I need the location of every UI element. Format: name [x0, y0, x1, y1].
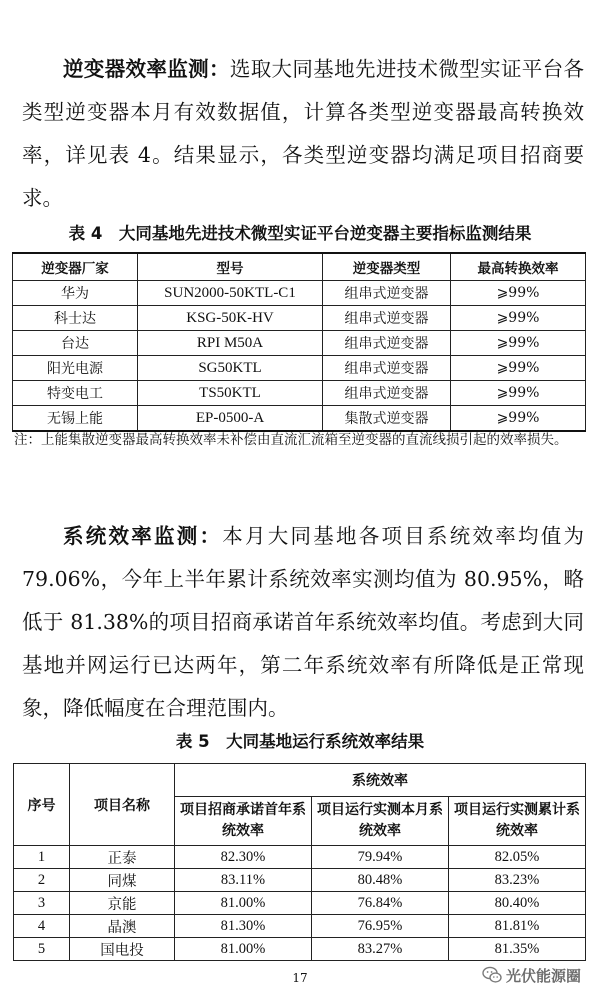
type-cell: 组串式逆变器 [323, 356, 451, 381]
system-efficiency-paragraph [22, 515, 584, 730]
table-row [13, 381, 586, 406]
model-cell: SG50KTL [138, 356, 323, 381]
table-row [13, 356, 586, 381]
table-row [14, 938, 586, 961]
serial-cell: 3 [14, 892, 70, 915]
cumulative-efficiency-cell: 81.81% [449, 915, 586, 938]
manufacturer-cell: 无锡上能 [13, 406, 138, 432]
efficiency-cell: ⩾99% [451, 381, 586, 406]
project-name-cell: 京能 [70, 892, 175, 915]
table-header-row [13, 253, 586, 281]
cumulative-efficiency-cell: 80.40% [449, 892, 586, 915]
page-number: 17 [292, 971, 308, 985]
table4-caption: 表 4 大同基地先进技术微型实证平台逆变器主要指标监测结果 [68, 224, 532, 243]
system-efficiency-lead: 系统效率监测： [63, 524, 223, 548]
table5-caption: 表 5 大同基地运行系统效率结果 [175, 732, 425, 751]
monthly-efficiency-cell: 83.27% [312, 938, 449, 961]
project-name-cell: 国电投 [70, 938, 175, 961]
table4-note: 注：上能集散逆变器最高转换效率未补偿由直流汇流箱至逆变器的直流线损引起的效率损失。 [14, 432, 568, 448]
table-row [14, 915, 586, 938]
monthly-efficiency-cell: 76.84% [312, 892, 449, 915]
serial-cell: 5 [14, 938, 70, 961]
monthly-efficiency-cell: 79.94% [312, 846, 449, 869]
efficiency-cell: ⩾99% [451, 331, 586, 356]
project-name-cell: 晶澳 [70, 915, 175, 938]
efficiency-cell: ⩾99% [451, 281, 586, 306]
column-header-manufacturer: 逆变器厂家 [13, 253, 138, 281]
efficiency-cell: ⩾99% [451, 356, 586, 381]
project-name-cell: 同煤 [70, 869, 175, 892]
manufacturer-cell: 阳光电源 [13, 356, 138, 381]
serial-cell: 4 [14, 915, 70, 938]
model-cell: RPI M50A [138, 331, 323, 356]
committed-efficiency-cell: 81.00% [175, 938, 312, 961]
type-cell: 组串式逆变器 [323, 306, 451, 331]
column-header-committed-first-year: 项目招商承诺首年系统效率 [175, 797, 312, 846]
model-cell: SUN2000-50KTL-C1 [138, 281, 323, 306]
inverter-results-table [12, 252, 586, 432]
committed-efficiency-cell: 81.00% [175, 892, 312, 915]
table-row [14, 869, 586, 892]
table-row [13, 406, 586, 432]
column-header-model: 型号 [138, 253, 323, 281]
model-cell: TS50KTL [138, 381, 323, 406]
serial-cell: 2 [14, 869, 70, 892]
watermark-text: 光伏能源圈 [506, 966, 582, 985]
system-efficiency-text: 本月大同基地各项目系统效率均值为 79.06%，今年上半年累计系统效率实测均值为 80.95%，略低于 81.38%的项目招商承诺首年系统效率均值。考虑到大同基地并网运行已达两年，第二年系统效率有所降低是正常现象，降低幅度在合理范围内。 [22, 524, 584, 720]
model-cell: KSG-50K-HV [138, 306, 323, 331]
column-header-measured-month: 项目运行实测本月系统效率 [312, 797, 449, 846]
column-header-measured-cumulative: 项目运行实测累计系统效率 [449, 797, 586, 846]
committed-efficiency-cell: 83.11% [175, 869, 312, 892]
manufacturer-cell: 华为 [13, 281, 138, 306]
monthly-efficiency-cell: 76.95% [312, 915, 449, 938]
model-cell: EP-0500-A [138, 406, 323, 432]
wechat-logo-icon [482, 966, 502, 984]
table-header-row [14, 764, 586, 797]
inverter-efficiency-paragraph [22, 48, 584, 220]
table-row [14, 892, 586, 915]
committed-efficiency-cell: 82.30% [175, 846, 312, 869]
efficiency-cell: ⩾99% [451, 306, 586, 331]
type-cell: 组串式逆变器 [323, 381, 451, 406]
table-row [13, 331, 586, 356]
manufacturer-cell: 台达 [13, 331, 138, 356]
inverter-efficiency-lead: 逆变器效率监测： [63, 57, 230, 81]
type-cell: 集散式逆变器 [323, 406, 451, 432]
manufacturer-cell: 特变电工 [13, 381, 138, 406]
type-cell: 组串式逆变器 [323, 331, 451, 356]
watermark [482, 964, 581, 986]
column-header-max-efficiency: 最高转换效率 [451, 253, 586, 281]
table-row [14, 846, 586, 869]
monthly-efficiency-cell: 80.48% [312, 869, 449, 892]
committed-efficiency-cell: 81.30% [175, 915, 312, 938]
inverter-efficiency-text: 选取大同基地先进技术微型实证平台各类型逆变器本月有效数据值，计算各类型逆变器最高转换效率，详见表 4。结果显示，各类型逆变器均满足项目招商要求。 [22, 57, 585, 210]
table-row [13, 306, 586, 331]
column-header-inverter-type: 逆变器类型 [323, 253, 451, 281]
column-header-serial-no: 序号 [14, 764, 70, 846]
project-name-cell: 正泰 [70, 846, 175, 869]
cumulative-efficiency-cell: 83.23% [449, 869, 586, 892]
system-efficiency-table [13, 763, 586, 961]
table-row [13, 281, 586, 306]
cumulative-efficiency-cell: 81.35% [449, 938, 586, 961]
column-header-project-name: 项目名称 [70, 764, 175, 846]
serial-cell: 1 [14, 846, 70, 869]
column-group-header-system-efficiency: 系统效率 [175, 764, 586, 797]
efficiency-cell: ⩾99% [451, 406, 586, 432]
type-cell: 组串式逆变器 [323, 281, 451, 306]
manufacturer-cell: 科士达 [13, 306, 138, 331]
cumulative-efficiency-cell: 82.05% [449, 846, 586, 869]
